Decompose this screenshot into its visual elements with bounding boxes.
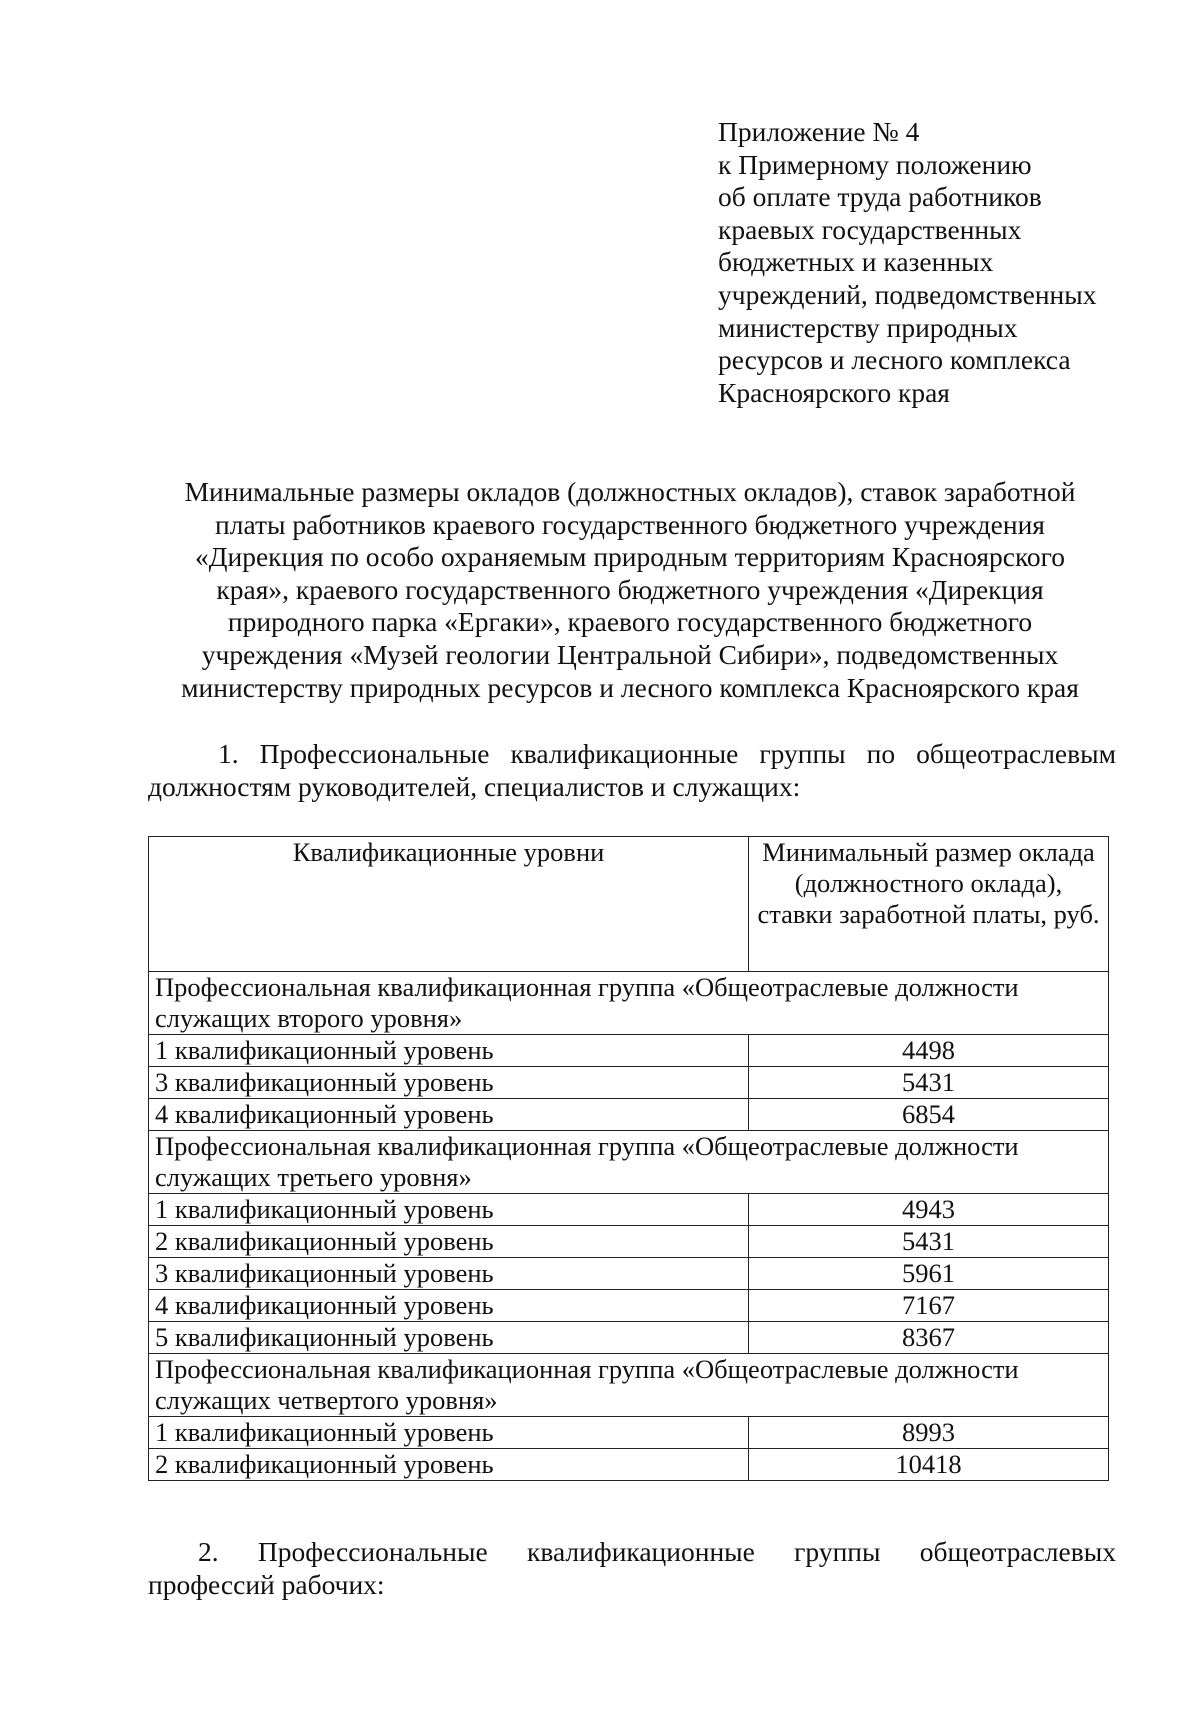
appendix-line: Красноярского края bbox=[718, 376, 950, 408]
salary-cell: 4943 bbox=[749, 1194, 1109, 1226]
level-cell: 5 квалификационный уровень bbox=[149, 1322, 749, 1354]
salary-cell: 8993 bbox=[749, 1417, 1109, 1449]
header-minimum-salary: Минимальный размер оклада (должностного оклада), ставки заработной платы, руб. bbox=[749, 837, 1109, 972]
salary-cell: 5431 bbox=[749, 1226, 1109, 1258]
table-header-row bbox=[149, 837, 1109, 972]
title-line: учреждения «Музей геологии Центральной Сибири», подведомственных bbox=[201, 638, 1059, 670]
level-cell: 4 квалификационный уровень bbox=[149, 1099, 749, 1131]
title-line: «Дирекция по особо охраняемым природным территориям Красноярского bbox=[194, 541, 1066, 573]
section-1-line-1: 1. Профессиональные квалификационные группы по общеотраслевым bbox=[218, 738, 1116, 769]
salary-cell: 8367 bbox=[749, 1322, 1109, 1354]
header-qualification-levels: Квалификационные уровни bbox=[149, 837, 749, 972]
appendix-line: бюджетных и казенных bbox=[718, 246, 994, 278]
title-line: платы работников краевого государственного бюджетного учреждения bbox=[215, 508, 1045, 540]
level-cell: 1 квалификационный уровень bbox=[149, 1035, 749, 1067]
appendix-line: краевых государственных bbox=[718, 213, 1022, 245]
section-2-word: Профессиональные bbox=[257, 1536, 488, 1567]
appendix-line: ресурсов и лесного комплекса bbox=[718, 344, 1071, 376]
table-row bbox=[149, 1194, 1109, 1226]
table-row bbox=[149, 1226, 1109, 1258]
table-row bbox=[149, 1322, 1109, 1354]
salary-cell: 7167 bbox=[749, 1290, 1109, 1322]
document-title bbox=[140, 476, 1120, 704]
table-row bbox=[149, 1035, 1109, 1067]
table-row bbox=[149, 1290, 1109, 1322]
title-line: края», краевого государственного бюджетного учреждения «Дирекция bbox=[216, 573, 1044, 605]
group-title: Профессиональная квалификационная группа «Общеотраслевые должности служащих второго уровня» bbox=[149, 972, 1109, 1035]
level-cell: 3 квалификационный уровень bbox=[149, 1258, 749, 1290]
section-2-word: квалификационные bbox=[527, 1536, 755, 1567]
group-title: Профессиональная квалификационная группа «Общеотраслевые должности служащих третьего уровня» bbox=[149, 1131, 1109, 1194]
appendix-header bbox=[718, 116, 1158, 409]
table-row bbox=[149, 1258, 1109, 1290]
group-row bbox=[149, 972, 1109, 1035]
group-row bbox=[149, 1354, 1109, 1417]
appendix-line: Приложение № 4 bbox=[718, 116, 920, 147]
table-row bbox=[149, 1449, 1109, 1481]
salary-cell: 4498 bbox=[749, 1035, 1109, 1067]
level-cell: 2 квалификационный уровень bbox=[149, 1226, 749, 1258]
title-line: министерству природных ресурсов и лесного комплекса Красноярского края bbox=[181, 671, 1079, 703]
level-cell: 2 квалификационный уровень bbox=[149, 1449, 749, 1481]
level-cell: 1 квалификационный уровень bbox=[149, 1194, 749, 1226]
title-line: Минимальные размеры окладов (должностных окладов), ставок заработной bbox=[184, 476, 1076, 507]
level-cell: 4 квалификационный уровень bbox=[149, 1290, 749, 1322]
section-2-line-1 bbox=[148, 1536, 1116, 1569]
table-row bbox=[149, 1067, 1109, 1099]
level-cell: 3 квалификационный уровень bbox=[149, 1067, 749, 1099]
salary-cell: 5431 bbox=[749, 1067, 1109, 1099]
group-row bbox=[149, 1131, 1109, 1194]
section-2-line-2: профессий рабочих: bbox=[148, 1568, 385, 1600]
salary-table bbox=[148, 836, 1109, 1481]
section-2-heading bbox=[148, 1536, 1116, 1601]
section-2-word: 2. bbox=[198, 1536, 219, 1567]
section-1-line-2: должностям руководителей, специалистов и служащих: bbox=[148, 770, 801, 802]
group-title: Профессиональная квалификационная группа «Общеотраслевые должности служащих четвертого уровня» bbox=[149, 1354, 1109, 1417]
table-row bbox=[149, 1417, 1109, 1449]
appendix-line: об оплате труда работников bbox=[718, 181, 1042, 213]
appendix-line: к Примерному положению bbox=[718, 148, 1032, 180]
section-2-word: общеотраслевых bbox=[919, 1536, 1116, 1567]
salary-cell: 6854 bbox=[749, 1099, 1109, 1131]
appendix-line: учреждений, подведомственных bbox=[718, 278, 1097, 310]
table-row bbox=[149, 1099, 1109, 1131]
salary-cell: 5961 bbox=[749, 1258, 1109, 1290]
level-cell: 1 квалификационный уровень bbox=[149, 1417, 749, 1449]
salary-cell: 10418 bbox=[749, 1449, 1109, 1481]
appendix-line: министерству природных bbox=[718, 311, 1018, 343]
section-2-word: группы bbox=[794, 1536, 881, 1567]
section-1-heading bbox=[148, 738, 1116, 803]
title-line: природного парка «Ергаки», краевого государственного бюджетного bbox=[227, 606, 1033, 638]
